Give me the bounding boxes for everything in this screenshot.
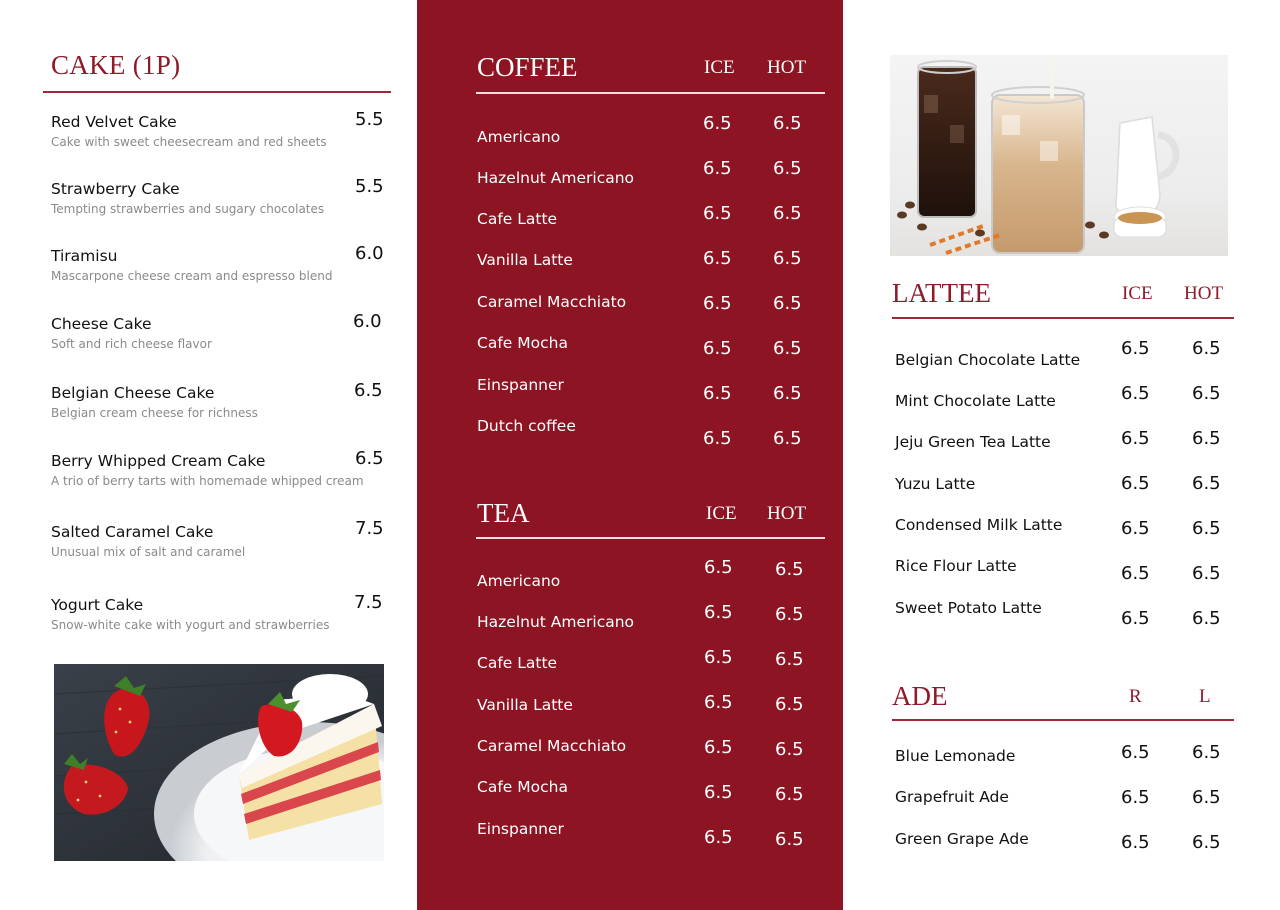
cake-item-red-velvet bbox=[51, 109, 386, 163]
coffee-hot-price: 6.5 bbox=[773, 338, 802, 359]
cake-item-price: 6.5 bbox=[355, 448, 384, 469]
coffee-item-name: Einspanner bbox=[477, 376, 564, 394]
cake-item-name: Berry Whipped Cream Cake bbox=[51, 452, 266, 470]
lattee-item-name: Condensed Milk Latte bbox=[895, 516, 1063, 534]
cake-item-description: Cake with sweet cheesecream and red sheets bbox=[51, 135, 327, 149]
lattee-ice-price: 6.5 bbox=[1121, 518, 1150, 539]
lattee-ice-price: 6.5 bbox=[1121, 563, 1150, 584]
lattee-item-name: Mint Chocolate Latte bbox=[895, 392, 1056, 410]
cake-item-name: Belgian Cheese Cake bbox=[51, 384, 215, 402]
cake-item-strawberry bbox=[51, 176, 386, 230]
lattee-ice-price: 6.5 bbox=[1121, 428, 1150, 449]
coffee-hot-price: 6.5 bbox=[773, 428, 802, 449]
tea-divider bbox=[476, 537, 825, 539]
lattee-hot-price: 6.5 bbox=[1192, 383, 1221, 404]
coffee-hot-header: HOT bbox=[767, 57, 807, 78]
cake-item-description: Tempting strawberries and sugary chocolates bbox=[51, 202, 325, 216]
tea-hot-price: 6.5 bbox=[775, 829, 804, 850]
coffee-hot-price: 6.5 bbox=[773, 248, 802, 269]
ade-l-header: L bbox=[1199, 686, 1211, 707]
coffee-tea-column bbox=[417, 0, 843, 910]
tea-hot-price: 6.5 bbox=[775, 784, 804, 805]
cake-item-description: Snow-white cake with yogurt and strawberries bbox=[51, 618, 330, 632]
tea-item-name: Vanilla Latte bbox=[477, 696, 573, 714]
cake-item-belgian-cheese bbox=[51, 380, 386, 434]
coffee-item-name: Cafe Mocha bbox=[477, 334, 568, 352]
lattee-item-name: Belgian Chocolate Latte bbox=[895, 351, 1081, 369]
coffee-hot-price: 6.5 bbox=[773, 113, 802, 134]
coffee-ice-price: 6.5 bbox=[703, 158, 732, 179]
cake-item-price: 5.5 bbox=[355, 176, 384, 197]
lattee-item-name: Jeju Green Tea Latte bbox=[895, 433, 1051, 451]
tea-hot-price: 6.5 bbox=[775, 649, 804, 670]
lattee-hot-price: 6.5 bbox=[1192, 518, 1221, 539]
lattee-section-title: LATTEE bbox=[892, 278, 991, 308]
coffee-ice-price: 6.5 bbox=[703, 248, 732, 269]
cake-photo bbox=[54, 664, 384, 861]
coffee-item-name: Vanilla Latte bbox=[477, 251, 573, 269]
coffee-item-name: Caramel Macchiato bbox=[477, 293, 627, 311]
ade-r-header: R bbox=[1129, 686, 1142, 707]
coffee-hot-price: 6.5 bbox=[773, 158, 802, 179]
lattee-hot-price: 6.5 bbox=[1192, 473, 1221, 494]
lattee-divider bbox=[892, 317, 1234, 319]
ade-l-price: 6.5 bbox=[1192, 742, 1221, 763]
tea-ice-price: 6.5 bbox=[704, 737, 733, 758]
tea-item-name: Einspanner bbox=[477, 820, 564, 838]
cake-item-name: Strawberry Cake bbox=[51, 180, 180, 198]
coffee-section-title: COFFEE bbox=[477, 52, 578, 82]
coffee-ice-price: 6.5 bbox=[703, 338, 732, 359]
tea-ice-price: 6.5 bbox=[704, 602, 733, 623]
tea-section-title: TEA bbox=[477, 498, 530, 528]
tea-hot-price: 6.5 bbox=[775, 739, 804, 760]
cake-item-name: Salted Caramel Cake bbox=[51, 523, 214, 541]
ade-item-name: Grapefruit Ade bbox=[895, 788, 1009, 806]
coffee-ice-price: 6.5 bbox=[703, 428, 732, 449]
lattee-hot-header: HOT bbox=[1184, 283, 1224, 304]
cake-item-price: 6.0 bbox=[353, 311, 382, 332]
coffee-item-name: Hazelnut Americano bbox=[477, 169, 635, 187]
cake-item-price: 5.5 bbox=[355, 109, 384, 130]
cake-item-description: Belgian cream cheese for richness bbox=[51, 406, 258, 420]
cake-item-tiramisu bbox=[51, 243, 386, 297]
iced-coffee-image bbox=[890, 55, 1228, 256]
ade-l-price: 6.5 bbox=[1192, 832, 1221, 853]
ade-section-title: ADE bbox=[892, 681, 948, 711]
cake-item-name: Red Velvet Cake bbox=[51, 113, 177, 131]
tea-hot-price: 6.5 bbox=[775, 559, 804, 580]
cake-item-description: Unusual mix of salt and caramel bbox=[51, 545, 246, 559]
lattee-hot-price: 6.5 bbox=[1192, 338, 1221, 359]
tea-ice-price: 6.5 bbox=[704, 557, 733, 578]
coffee-ice-price: 6.5 bbox=[703, 113, 732, 134]
cake-item-description: Soft and rich cheese flavor bbox=[51, 337, 212, 351]
cake-item-name: Cheese Cake bbox=[51, 315, 152, 333]
lattee-item-name: Rice Flour Latte bbox=[895, 557, 1017, 575]
cake-item-price: 7.5 bbox=[354, 592, 383, 613]
cake-item-description: A trio of berry tarts with homemade whipped cream bbox=[51, 474, 364, 488]
cake-item-price: 6.0 bbox=[355, 243, 384, 264]
lattee-ice-header: ICE bbox=[1122, 283, 1153, 304]
coffee-hot-price: 6.5 bbox=[773, 293, 802, 314]
cake-item-name: Tiramisu bbox=[51, 247, 118, 265]
ade-item-name: Green Grape Ade bbox=[895, 830, 1029, 848]
cake-item-cheese bbox=[51, 311, 386, 365]
lattee-item-name: Yuzu Latte bbox=[895, 475, 976, 493]
coffee-item-name: Cafe Latte bbox=[477, 210, 558, 228]
lattee-item-name: Sweet Potato Latte bbox=[895, 599, 1042, 617]
ade-divider bbox=[892, 719, 1234, 721]
coffee-hot-price: 6.5 bbox=[773, 383, 802, 404]
tea-ice-header: ICE bbox=[706, 503, 737, 524]
coffee-item-name: Dutch coffee bbox=[477, 417, 576, 435]
tea-ice-price: 6.5 bbox=[704, 827, 733, 848]
tea-hot-header: HOT bbox=[767, 503, 807, 524]
cake-item-name: Yogurt Cake bbox=[51, 596, 144, 614]
coffee-ice-price: 6.5 bbox=[703, 293, 732, 314]
tea-item-name: Americano bbox=[477, 572, 561, 590]
ade-l-price: 6.5 bbox=[1192, 787, 1221, 808]
tea-item-name: Hazelnut Americano bbox=[477, 613, 635, 631]
coffee-ice-price: 6.5 bbox=[703, 383, 732, 404]
iced-coffee-photo bbox=[890, 55, 1228, 256]
lattee-ice-price: 6.5 bbox=[1121, 338, 1150, 359]
coffee-divider bbox=[476, 92, 825, 94]
lattee-hot-price: 6.5 bbox=[1192, 563, 1221, 584]
coffee-ice-header: ICE bbox=[704, 57, 735, 78]
tea-hot-price: 6.5 bbox=[775, 694, 804, 715]
cake-item-salted-caramel bbox=[51, 518, 386, 573]
cake-item-price: 7.5 bbox=[355, 518, 384, 539]
lattee-hot-price: 6.5 bbox=[1192, 428, 1221, 449]
tea-item-name: Caramel Macchiato bbox=[477, 737, 627, 755]
cake-item-description: Mascarpone cheese cream and espresso blend bbox=[51, 269, 333, 283]
tea-item-name: Cafe Latte bbox=[477, 654, 558, 672]
cake-item-berry-whipped bbox=[51, 448, 386, 502]
latte-ade-column bbox=[843, 0, 1280, 910]
coffee-hot-price: 6.5 bbox=[773, 203, 802, 224]
coffee-ice-price: 6.5 bbox=[703, 203, 732, 224]
lattee-ice-price: 6.5 bbox=[1121, 608, 1150, 629]
cake-section-title: CAKE (1P) bbox=[51, 50, 181, 80]
tea-ice-price: 6.5 bbox=[704, 782, 733, 803]
coffee-item-name: Americano bbox=[477, 128, 561, 146]
ade-r-price: 6.5 bbox=[1121, 787, 1150, 808]
ade-r-price: 6.5 bbox=[1121, 832, 1150, 853]
tea-ice-price: 6.5 bbox=[704, 647, 733, 668]
ade-r-price: 6.5 bbox=[1121, 742, 1150, 763]
strawberry-cake-image bbox=[54, 664, 384, 861]
ade-item-name: Blue Lemonade bbox=[895, 747, 1016, 765]
cake-column bbox=[0, 0, 417, 910]
lattee-ice-price: 6.5 bbox=[1121, 473, 1150, 494]
cake-divider bbox=[43, 91, 391, 93]
tea-ice-price: 6.5 bbox=[704, 692, 733, 713]
tea-item-name: Cafe Mocha bbox=[477, 778, 568, 796]
tea-hot-price: 6.5 bbox=[775, 604, 804, 625]
cake-item-price: 6.5 bbox=[354, 380, 383, 401]
lattee-hot-price: 6.5 bbox=[1192, 608, 1221, 629]
cake-item-yogurt bbox=[51, 592, 386, 646]
lattee-ice-price: 6.5 bbox=[1121, 383, 1150, 404]
